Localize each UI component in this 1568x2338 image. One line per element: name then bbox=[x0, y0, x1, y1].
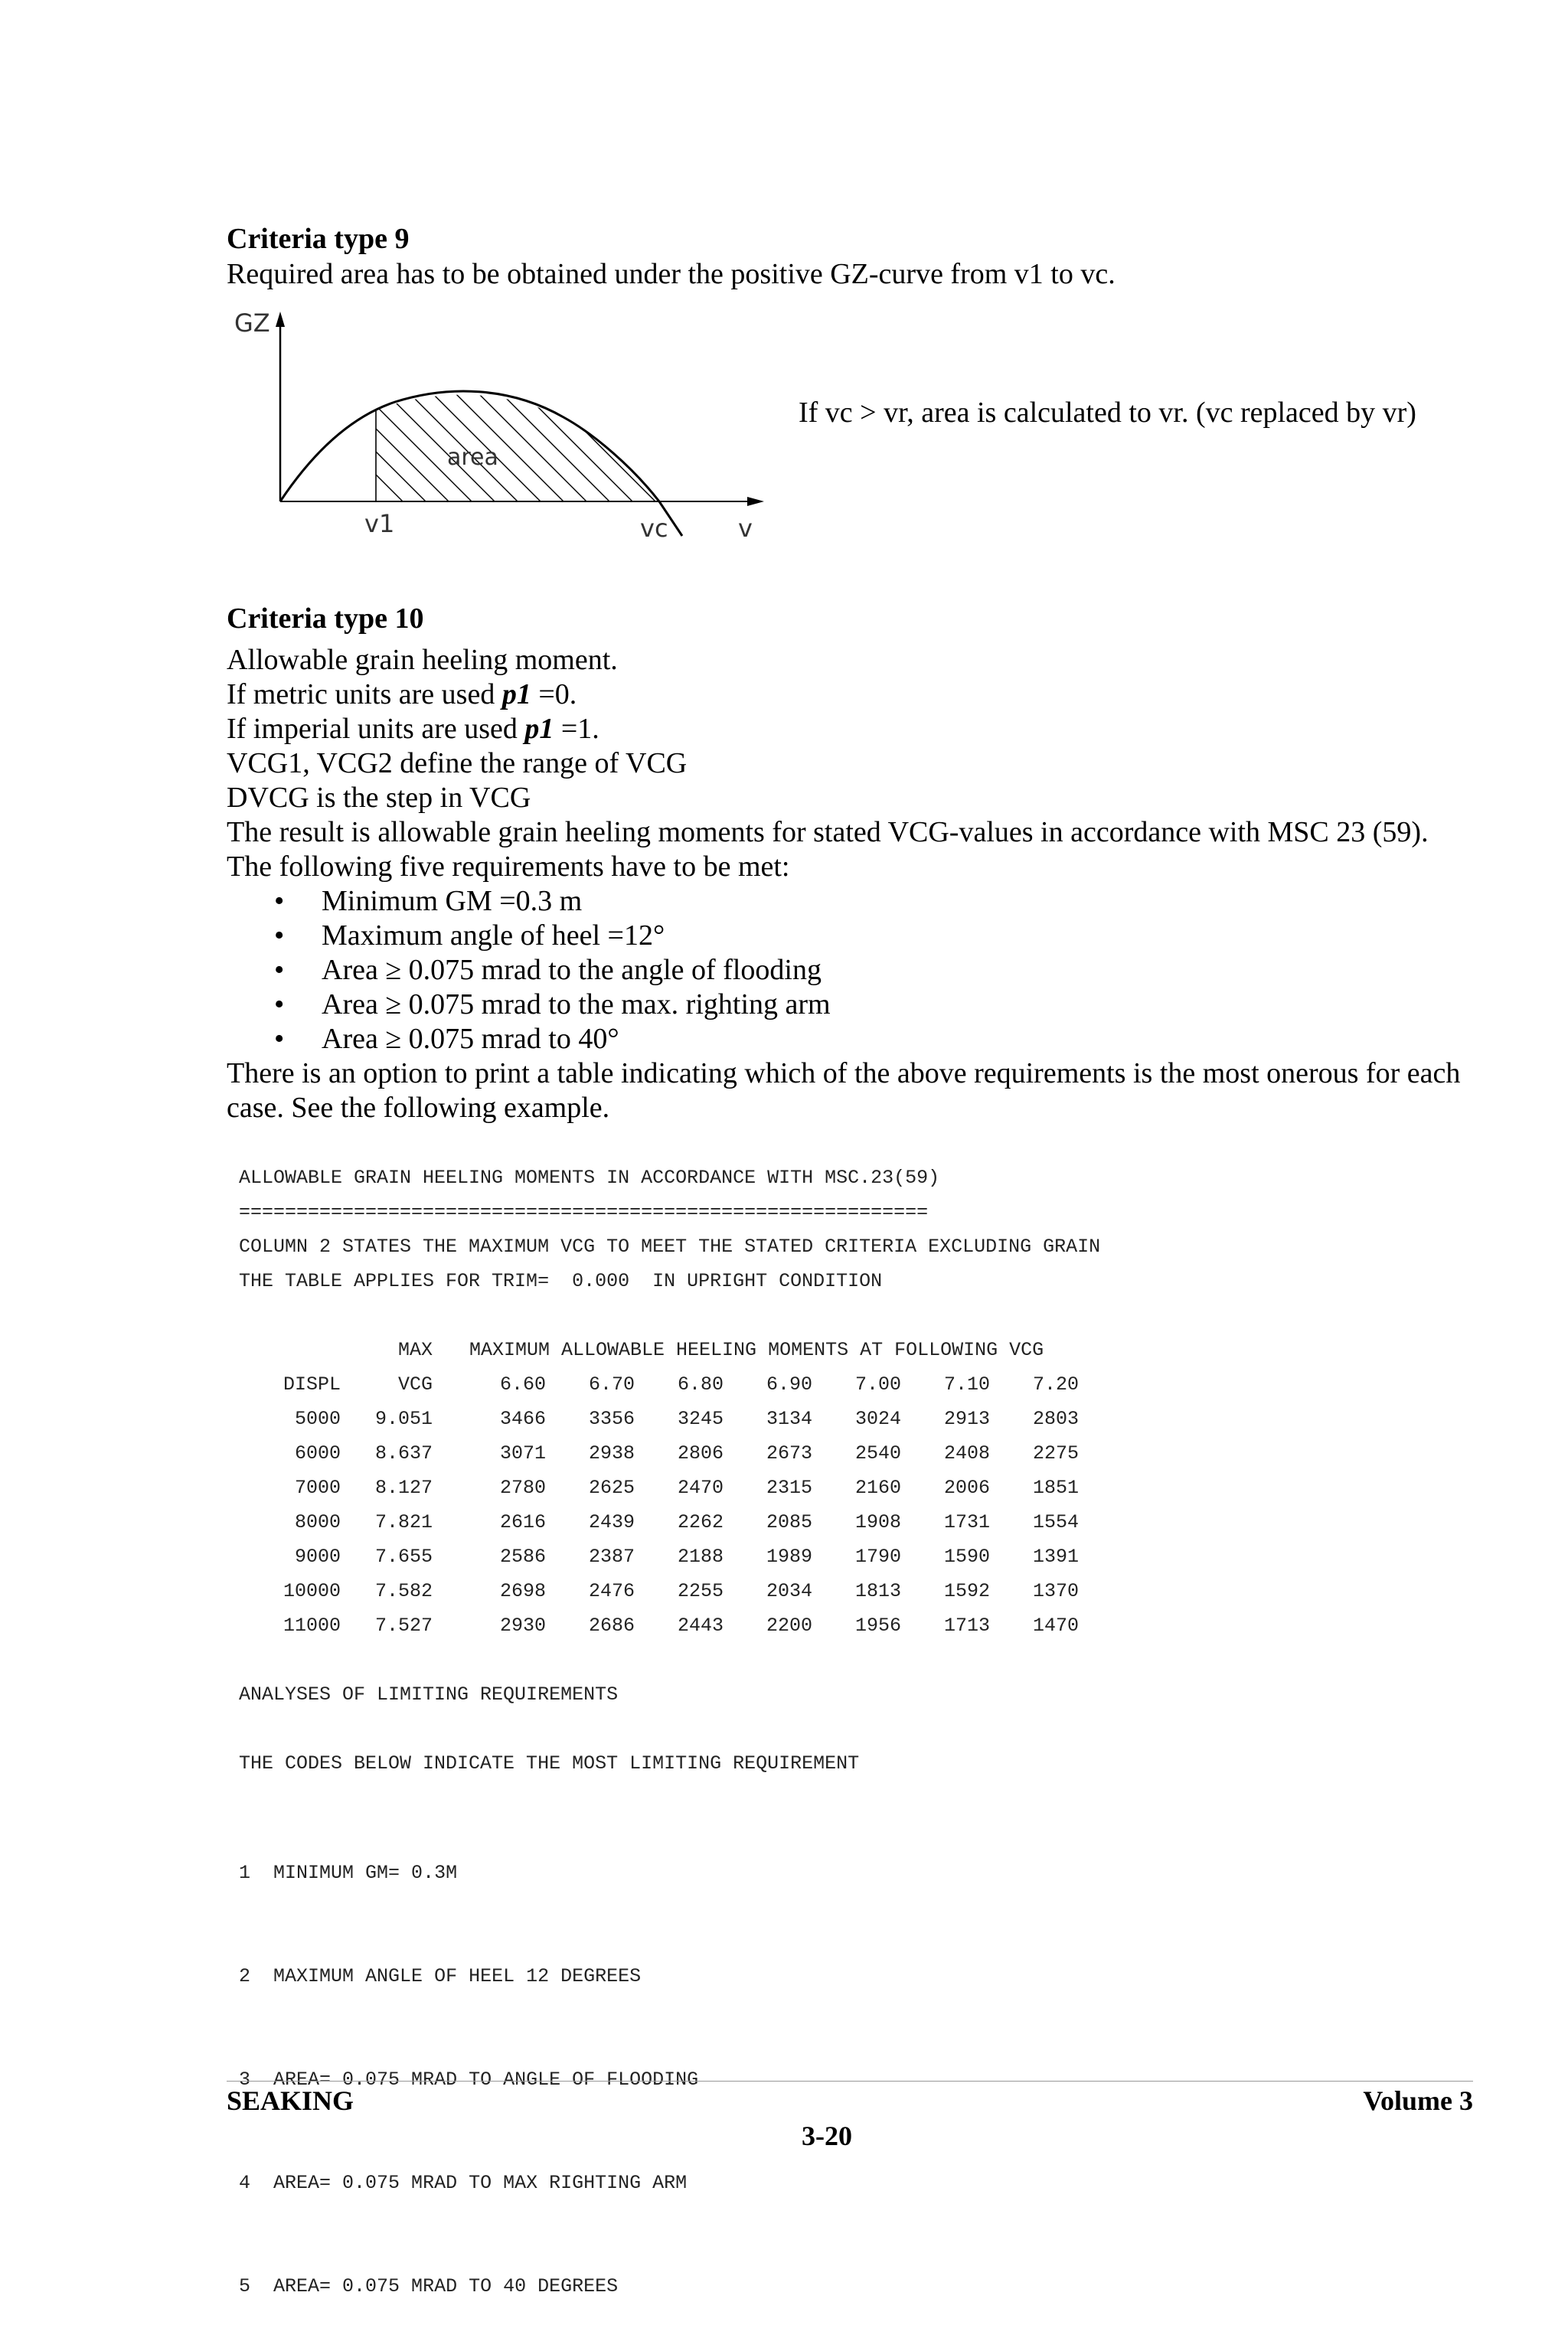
codes-list bbox=[239, 1787, 698, 2338]
table-row: 11000 7.527 2930 2686 2443 2200 1956 1713 1470 bbox=[283, 1615, 1079, 1637]
criteria9-note: If vc > vr, area is calculated to vr. (vc replaced by vr) bbox=[799, 397, 1416, 429]
bullet-icon: • bbox=[274, 885, 285, 917]
criteria10-line: The result is allowable grain heeling moments for stated VCG-values in accordance with MSC 23 (59). bbox=[227, 816, 1429, 848]
metric-units-line: If metric units are used p1 =0. bbox=[227, 678, 577, 710]
vcg-value: 6.80 bbox=[677, 1373, 724, 1396]
header-max: MAX bbox=[397, 1339, 433, 1361]
criteria10-body bbox=[227, 643, 1460, 1125]
example-title: ALLOWABLE GRAIN HEELING MOMENTS IN ACCORDANCE WITH MSC.23(59) bbox=[239, 1167, 940, 1189]
hatched-area bbox=[250, 348, 717, 517]
criteria9-description: Required area has to be obtained under the positive GZ-curve from v1 to vc. bbox=[227, 258, 1116, 290]
x-axis-arrow-icon bbox=[747, 497, 764, 506]
vcg-value: 6.70 bbox=[588, 1373, 635, 1396]
list-item: 2 MAXIMUM ANGLE OF HEEL 12 DEGREES bbox=[239, 1965, 642, 1987]
trim-note: THE TABLE APPLIES FOR TRIM= 0.000 IN UPRIGHT CONDITION bbox=[239, 1270, 883, 1292]
criteria10-line: VCG1, VCG2 define the range of VCG bbox=[227, 747, 688, 779]
list-item: • Area ≥ 0.075 mrad to the max. righting arm bbox=[274, 988, 831, 1020]
gz-curve-diagram bbox=[227, 302, 778, 555]
header-displ: DISPL bbox=[283, 1373, 341, 1396]
list-item: • Area ≥ 0.075 mrad to the angle of flooding bbox=[274, 954, 822, 986]
bullet-icon: • bbox=[274, 954, 285, 986]
table-header-row bbox=[253, 1339, 1079, 1373]
vcg-value: 6.60 bbox=[499, 1373, 546, 1396]
y-axis-arrow-icon bbox=[276, 312, 285, 327]
vcg-value: 7.10 bbox=[943, 1373, 990, 1396]
table-row: 5000 9.051 3466 3356 3245 3134 3024 2913 2803 bbox=[294, 1408, 1079, 1430]
vcg-value: 7.00 bbox=[854, 1373, 901, 1396]
list-item: • Area ≥ 0.075 mrad to 40° bbox=[274, 1023, 619, 1055]
list-item: 1 MINIMUM GM= 0.3M bbox=[239, 1862, 458, 1884]
grain-moments-table bbox=[253, 1339, 1079, 1649]
footer-volume: Volume 3 bbox=[1363, 2085, 1473, 2116]
option-text-line-1: There is an option to print a table indicating which of the above requirements is the most onerous for each bbox=[227, 1057, 1461, 1089]
list-item: 3 AREA= 0.075 MRAD TO ANGLE OF FLOODING bbox=[239, 2069, 699, 2091]
criteria10-heading: Criteria type 10 bbox=[227, 602, 424, 635]
table-row: 6000 8.637 3071 2938 2806 2673 2540 2408 2275 bbox=[294, 1442, 1079, 1465]
table-row: 7000 8.127 2780 2625 2470 2315 2160 2006 1851 bbox=[294, 1477, 1079, 1499]
area-label: area bbox=[447, 444, 498, 471]
codes-title: THE CODES BELOW INDICATE THE MOST LIMITING REQUIREMENT bbox=[239, 1752, 860, 1775]
example-underline: ============================================================ bbox=[239, 1201, 929, 1223]
v-label: v bbox=[738, 514, 753, 543]
list-item: • Maximum angle of heel =12° bbox=[274, 919, 665, 952]
table-row: 8000 7.821 2616 2439 2262 2085 1908 1731 1554 bbox=[294, 1511, 1079, 1533]
criteria10-line: Allowable grain heeling moment. bbox=[227, 644, 618, 676]
list-item: 5 AREA= 0.075 MRAD TO 40 DEGREES bbox=[239, 2275, 619, 2297]
column-note: COLUMN 2 STATES THE MAXIMUM VCG TO MEET THE STATED CRITERIA EXCLUDING GRAIN bbox=[239, 1236, 1101, 1258]
v1-label: v1 bbox=[364, 509, 395, 538]
table-header-row bbox=[253, 1373, 1079, 1408]
header-vcg: VCG bbox=[397, 1373, 433, 1396]
criteria9-heading: Criteria type 9 bbox=[227, 223, 410, 255]
criteria10-line: The following five requirements have to be met: bbox=[227, 851, 790, 883]
requirements-list bbox=[227, 884, 1460, 1056]
table-row: 9000 7.655 2586 2387 2188 1989 1790 1590 1391 bbox=[294, 1546, 1079, 1568]
bullet-icon: • bbox=[274, 988, 285, 1020]
vc-label: vc bbox=[640, 514, 668, 543]
imperial-units-line: If imperial units are used p1 =1. bbox=[227, 713, 599, 745]
header-moments: MAXIMUM ALLOWABLE HEELING MOMENTS AT FOLLOWING VCG bbox=[469, 1339, 1044, 1361]
option-text-line-2: case. See the following example. bbox=[227, 1092, 610, 1124]
list-item: • Minimum GM =0.3 m bbox=[274, 885, 583, 917]
list-item: 4 AREA= 0.075 MRAD TO MAX RIGHTING ARM bbox=[239, 2172, 688, 2194]
bullet-icon: • bbox=[274, 1023, 285, 1055]
bullet-icon: • bbox=[274, 919, 285, 952]
footer-product: SEAKING bbox=[227, 2085, 354, 2116]
vcg-value: 6.90 bbox=[766, 1373, 812, 1396]
analyses-title: ANALYSES OF LIMITING REQUIREMENTS bbox=[239, 1683, 619, 1706]
vcg-value: 7.20 bbox=[1032, 1373, 1079, 1396]
criteria10-line: DVCG is the step in VCG bbox=[227, 782, 531, 814]
table-row: 10000 7.582 2698 2476 2255 2034 1813 1592 1370 bbox=[283, 1580, 1079, 1602]
gz-axis-label: GZ bbox=[234, 309, 270, 338]
page-number: 3-20 bbox=[802, 2121, 852, 2151]
footer-divider bbox=[227, 2081, 1473, 2082]
